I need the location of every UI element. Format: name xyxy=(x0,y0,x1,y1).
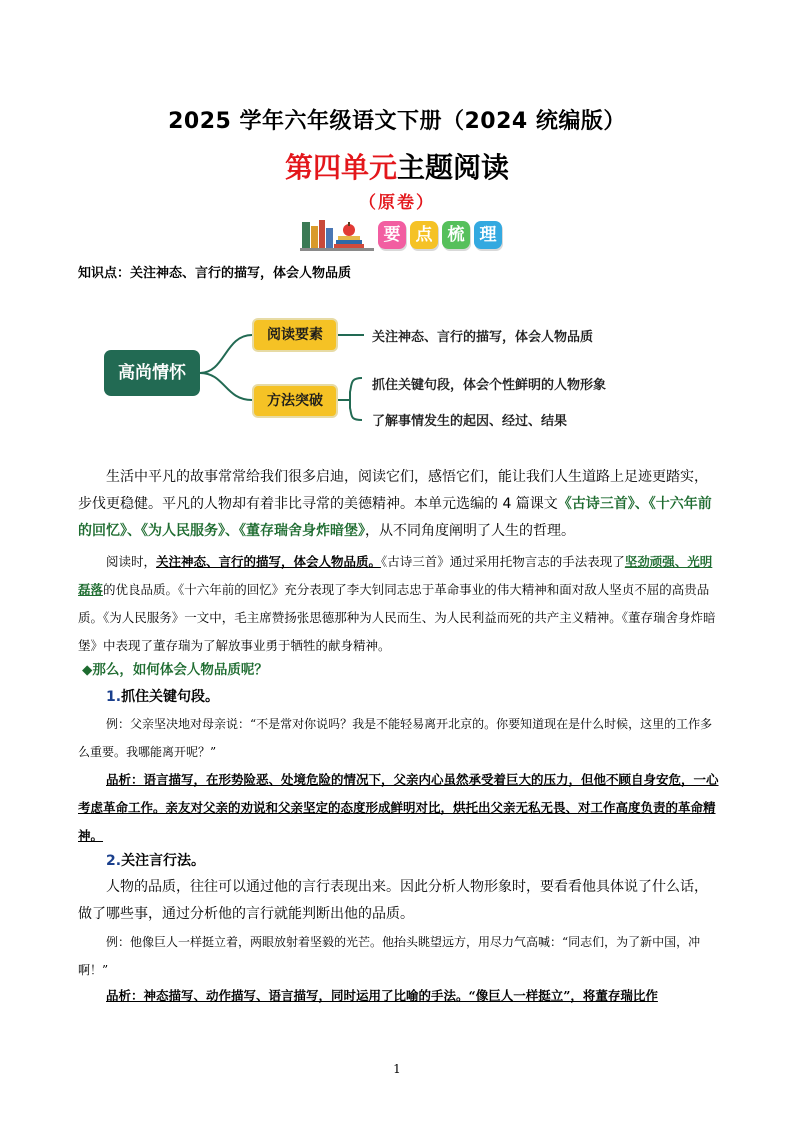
reading-lead: 阅读时， xyxy=(106,554,157,569)
leaf-method-2: 了解事情发生的起因、经过、结果 xyxy=(372,414,568,429)
chip-3: 梳 xyxy=(442,221,470,249)
intro-text-2: ，从不同角度阐明了人生的哲理。 xyxy=(365,523,575,539)
mind-map-root: 高尚情怀 xyxy=(104,350,200,396)
section-1-analysis: 品析：语言描写，在形势险恶、处境危险的情况下，父亲内心虽然承受着巨大的压力，但他不顾自身安危，一心考虑革命工作。亲友对父亲的劝说和父亲坚定的态度形成鲜明对比，烘托出父亲无私无畏、对工作高度负责的革命精神。 xyxy=(78,772,719,843)
intro-text-1: 生活中平凡的故事常常给我们很多启迪，阅读它们，感悟它们，能让我们人生道路上足迹更踏实，步伐更稳健。平凡的人物却有着非比寻常的美德精神。本单元选编的 4 篇课文 xyxy=(78,469,708,512)
branch-method-breakthrough: 方法突破 xyxy=(252,384,338,418)
leaf-method-1: 抓住关键句段，体会个性鲜明的人物形象 xyxy=(372,378,607,393)
intro-paragraph xyxy=(78,464,718,545)
mind-map xyxy=(100,300,660,440)
reading-key-point: 关注神态、言行的描写，体会人物品质。 xyxy=(156,554,382,569)
bookshelf-icon xyxy=(300,216,378,252)
page-number: 1 xyxy=(393,1062,401,1076)
reading-text-2: 的优良品质。《十六年前的回忆》充分表现了李大钊同志忠于革命事业的伟大精神和面对敌人坚贞不屈的高贵品质。《为人民服务》一文中，毛主席赞扬张思德那种为人民而生、为人民利益而死的共产主义精神。《董存瑞舍身炸暗堡》中表现了董存瑞为了解放事业勇于牺牲的献身精神。 xyxy=(78,582,716,653)
section-1-example: 例：父亲坚决地对母亲说：“不是常对你说吗？我是不能轻易离开北京的。你要知道现在是什么时候，这里的工作多么重要。我哪能离开呢？” xyxy=(78,717,713,759)
section-2-heading xyxy=(106,850,205,870)
unit-title xyxy=(0,146,794,186)
section-2-title: 关注言行法。 xyxy=(121,853,206,869)
chip-1: 要 xyxy=(378,221,406,249)
reading-green-phrase: 坚劲顽强、光明磊落 xyxy=(78,554,713,597)
knowledge-point: 知识点：关注神态、言行的描写，体会人物品质 xyxy=(78,266,352,281)
leaf-reading-element: 关注神态、言行的描写，体会人物品质 xyxy=(372,330,594,345)
question-heading: ◆那么，如何体会人物品质呢？ xyxy=(82,662,268,678)
section-1-heading xyxy=(106,686,219,706)
section-2-text: 人物的品质，往往可以通过他的言行表现出来。因此分析人物形象时，要看看他具体说了什么话，做了哪些事，通过分析他的言行就能判断出他的品质。 xyxy=(78,879,708,922)
section-2-example: 例：他像巨人一样挺立着，两眼放射着坚毅的光芒。他抬头眺望远方，用尽力气高喊：“同志们，为了新中国，冲啊！” xyxy=(78,935,701,977)
intro-lesson-titles: 《古诗三首》、《十六年前的回忆》、《为人民服务》、《董存瑞舍身炸暗堡》 xyxy=(78,496,712,539)
section-2-analysis: 品析：神态描写、动作描写、语言描写，同时运用了比喻的手法。“像巨人一样挺立”，将董存瑞比作 xyxy=(106,988,658,1003)
branch-reading-elements: 阅读要素 xyxy=(252,318,338,352)
section-1-number: 1. xyxy=(106,689,122,705)
chip-4: 理 xyxy=(474,221,502,249)
key-points-banner xyxy=(300,216,510,252)
chip-2: 点 xyxy=(410,221,438,249)
reading-text-1: 《古诗三首》通过采用托物言志的手法表现了 xyxy=(381,554,625,569)
subtitle: （原卷） xyxy=(359,193,435,213)
unit-title-black: 主题阅读 xyxy=(397,151,510,184)
document-title: 2025 学年六年级语文下册（2024 统编版） xyxy=(168,109,626,134)
unit-title-red: 第四单元 xyxy=(284,151,397,184)
section-2-number: 2. xyxy=(106,853,122,869)
section-1-title: 抓住关键句段。 xyxy=(121,689,220,705)
reading-paragraph xyxy=(78,548,720,660)
